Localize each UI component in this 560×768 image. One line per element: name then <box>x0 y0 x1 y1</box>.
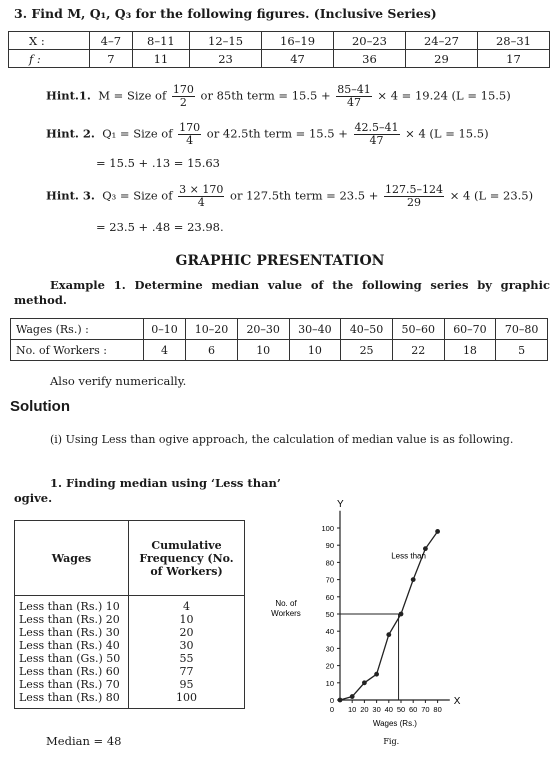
cumulative-table <box>14 520 245 709</box>
table-row <box>11 319 548 340</box>
col-header-wages: Wages <box>15 521 129 596</box>
workers-cell: 6 <box>186 340 238 361</box>
class-cell: 12–15 <box>190 32 262 50</box>
fraction: $\frac{170}{2}$ <box>172 83 194 109</box>
hint-label: Hint. 2. <box>46 126 95 141</box>
fraction: $\frac{85-41}{47}$ <box>337 83 371 109</box>
hint-text: Q₃ = Size of <box>102 188 173 203</box>
x-tick-label: 30 <box>372 705 381 714</box>
hint-text: × 4 = 19.24 (L = 15.5) <box>377 88 511 103</box>
hint-1 <box>46 84 511 109</box>
workers-cell: 10 <box>237 340 289 361</box>
y-tick-label: 20 <box>325 661 334 671</box>
section-title: GRAPHIC PRESENTATION <box>175 253 385 269</box>
example-text: Example 1. Determine median value of the following series by graphic method. <box>14 278 550 307</box>
cum-freq-cell: 55 <box>179 652 194 665</box>
solution-heading: Solution <box>10 398 70 415</box>
class-cell: 20–30 <box>237 319 289 340</box>
freq-cell: 23 <box>190 50 262 68</box>
table-row <box>9 32 550 50</box>
class-cell: 24–27 <box>405 32 477 50</box>
workers-cell: 4 <box>143 340 185 361</box>
table-header-row <box>15 521 245 596</box>
class-cell: 4–7 <box>90 32 133 50</box>
wage-cell: Less than (Rs.) 30 <box>19 626 120 639</box>
wages-column <box>15 596 129 709</box>
cum-freq-cell: 4 <box>183 600 190 613</box>
origin-label: 0 <box>329 705 334 714</box>
workers-cell: 18 <box>444 340 496 361</box>
wage-cell: Less than (Rs.) 20 <box>19 613 120 626</box>
legend-label: Less than <box>391 551 426 561</box>
y-axis-label-line2: Workers <box>271 609 301 618</box>
hint-3 <box>46 184 533 209</box>
y-axis-label-line1: No. of <box>275 599 297 608</box>
x-tick-label: 60 <box>409 705 418 714</box>
y-axis-letter: Y <box>337 498 344 510</box>
fraction: $\frac{170}{4}$ <box>179 121 201 147</box>
cum-freq-cell: 100 <box>176 691 197 704</box>
freq-cell: 36 <box>334 50 406 68</box>
freq-cell: 17 <box>477 50 549 68</box>
hint-text: M = Size of <box>98 88 167 103</box>
ogive-point <box>386 632 391 637</box>
step-1-heading: 1. Finding median using ‘Less than’ ogive. <box>14 476 281 505</box>
x-label: X : <box>9 32 90 50</box>
ogive-point <box>350 694 355 699</box>
x-axis-letter: X <box>453 696 461 707</box>
wage-cell: Less than (Rs.) 10 <box>19 600 120 613</box>
wage-cell: Less than (Rs.) 40 <box>19 639 120 652</box>
hint-text: or 85th term = 15.5 + <box>200 88 331 103</box>
y-tick-label: 0 <box>329 696 334 705</box>
class-cell: 40–50 <box>341 319 393 340</box>
question-title: 3. Find M, Q₁, Q₃ for the following figures. (Inclusive Series) <box>14 6 437 21</box>
class-cell: 30–40 <box>289 319 341 340</box>
hint-2 <box>46 122 489 147</box>
x-tick-label: 10 <box>348 705 357 714</box>
class-cell: 20–23 <box>334 32 406 50</box>
fraction: $\frac{3 \times 170}{4}$ <box>179 183 224 209</box>
workers-cell: 22 <box>392 340 444 361</box>
verify-text: Also verify numerically. <box>50 374 187 388</box>
ogive-point <box>338 698 343 703</box>
freq-cell: 11 <box>132 50 189 68</box>
col-header-cum-freq: Cumulative Frequency (No. of Workers) <box>129 521 245 596</box>
y-tick-label: 70 <box>325 575 334 585</box>
cum-freq-cell: 77 <box>179 665 194 678</box>
hint-label: Hint.1. <box>46 88 91 103</box>
cum-freq-cell: 95 <box>179 678 194 691</box>
figure-caption: Fig. <box>383 737 400 746</box>
workers-cell: 5 <box>496 340 548 361</box>
less-than-ogive-chart <box>260 486 550 764</box>
y-tick-label: 50 <box>325 610 334 619</box>
hint-text: × 4 (L = 23.5) <box>449 188 534 203</box>
x-tick-label: 50 <box>396 705 406 714</box>
freq-cell: 7 <box>90 50 133 68</box>
freq-cell: 29 <box>405 50 477 68</box>
cum-freq-cell: 10 <box>179 613 194 626</box>
cum-freq-column <box>129 596 245 709</box>
hint-text: or 127.5th term = 23.5 + <box>230 188 379 203</box>
ogive-point <box>399 612 404 617</box>
fraction: $\frac{127.5-124}{29}$ <box>385 183 444 209</box>
x-axis-label: Wages (Rs.) <box>372 719 417 728</box>
class-cell: 10–20 <box>186 319 238 340</box>
hint-label: Hint. 3. <box>46 188 95 203</box>
ogive-point <box>362 680 367 685</box>
y-tick-label: 80 <box>325 558 334 568</box>
f-label: f : <box>9 50 90 68</box>
class-cell: 0–10 <box>143 319 185 340</box>
wage-cell: Less than (Rs.) 70 <box>19 678 120 691</box>
class-cell: 28–31 <box>477 32 549 50</box>
fraction: $\frac{42.5-41}{47}$ <box>354 121 399 147</box>
ogive-point <box>423 546 428 551</box>
wage-cell: Less than (Gs.) 50 <box>19 652 121 665</box>
y-tick-label: 30 <box>325 644 334 654</box>
workers-cell: 10 <box>289 340 341 361</box>
freq-cell: 47 <box>262 50 334 68</box>
hint-text: Q₁ = Size of <box>102 126 173 141</box>
hint-3-result: = 23.5 + .48 = 23.98. <box>96 220 224 234</box>
y-tick-label: 40 <box>325 627 334 637</box>
ogive-point <box>435 529 440 534</box>
class-cell: 8–11 <box>132 32 189 50</box>
table-row <box>11 340 548 361</box>
ogive-point <box>411 577 416 582</box>
cum-freq-cell: 30 <box>179 639 194 652</box>
y-tick-label: 60 <box>325 592 334 602</box>
class-cell: 60–70 <box>444 319 496 340</box>
x-tick-label: 70 <box>421 705 430 714</box>
inclusive-series-table <box>8 31 550 68</box>
class-cell: 16–19 <box>262 32 334 50</box>
ogive-point <box>374 672 379 677</box>
workers-cell: 25 <box>341 340 393 361</box>
hint-text: or 42.5th term = 15.5 + <box>206 126 348 141</box>
wages-table <box>10 318 548 361</box>
workers-label: No. of Workers : <box>11 340 144 361</box>
class-cell: 50–60 <box>392 319 444 340</box>
y-tick-label: 100 <box>321 524 334 533</box>
wage-cell: Less than (Rs.) 80 <box>19 691 120 704</box>
hint-text: × 4 (L = 15.5) <box>405 126 489 141</box>
y-tick-label: 10 <box>325 678 334 688</box>
hint-2-result: = 15.5 + .13 = 15.63 <box>96 156 221 170</box>
wages-label: Wages (Rs.) : <box>11 319 144 340</box>
x-tick-label: 40 <box>384 705 393 714</box>
table-row <box>9 50 550 68</box>
wage-cell: Less than (Rs.) 60 <box>19 665 120 678</box>
cum-freq-cell: 20 <box>179 626 194 639</box>
median-result: Median = 48 <box>46 734 122 748</box>
class-cell: 70–80 <box>496 319 548 340</box>
table-row <box>15 596 245 709</box>
x-tick-label: 20 <box>360 705 369 714</box>
solution-intro: (i) Using Less than ogive approach, the calculation of median value is as following. <box>50 433 514 446</box>
y-tick-label: 90 <box>325 541 334 551</box>
x-tick-label: 80 <box>433 705 442 714</box>
